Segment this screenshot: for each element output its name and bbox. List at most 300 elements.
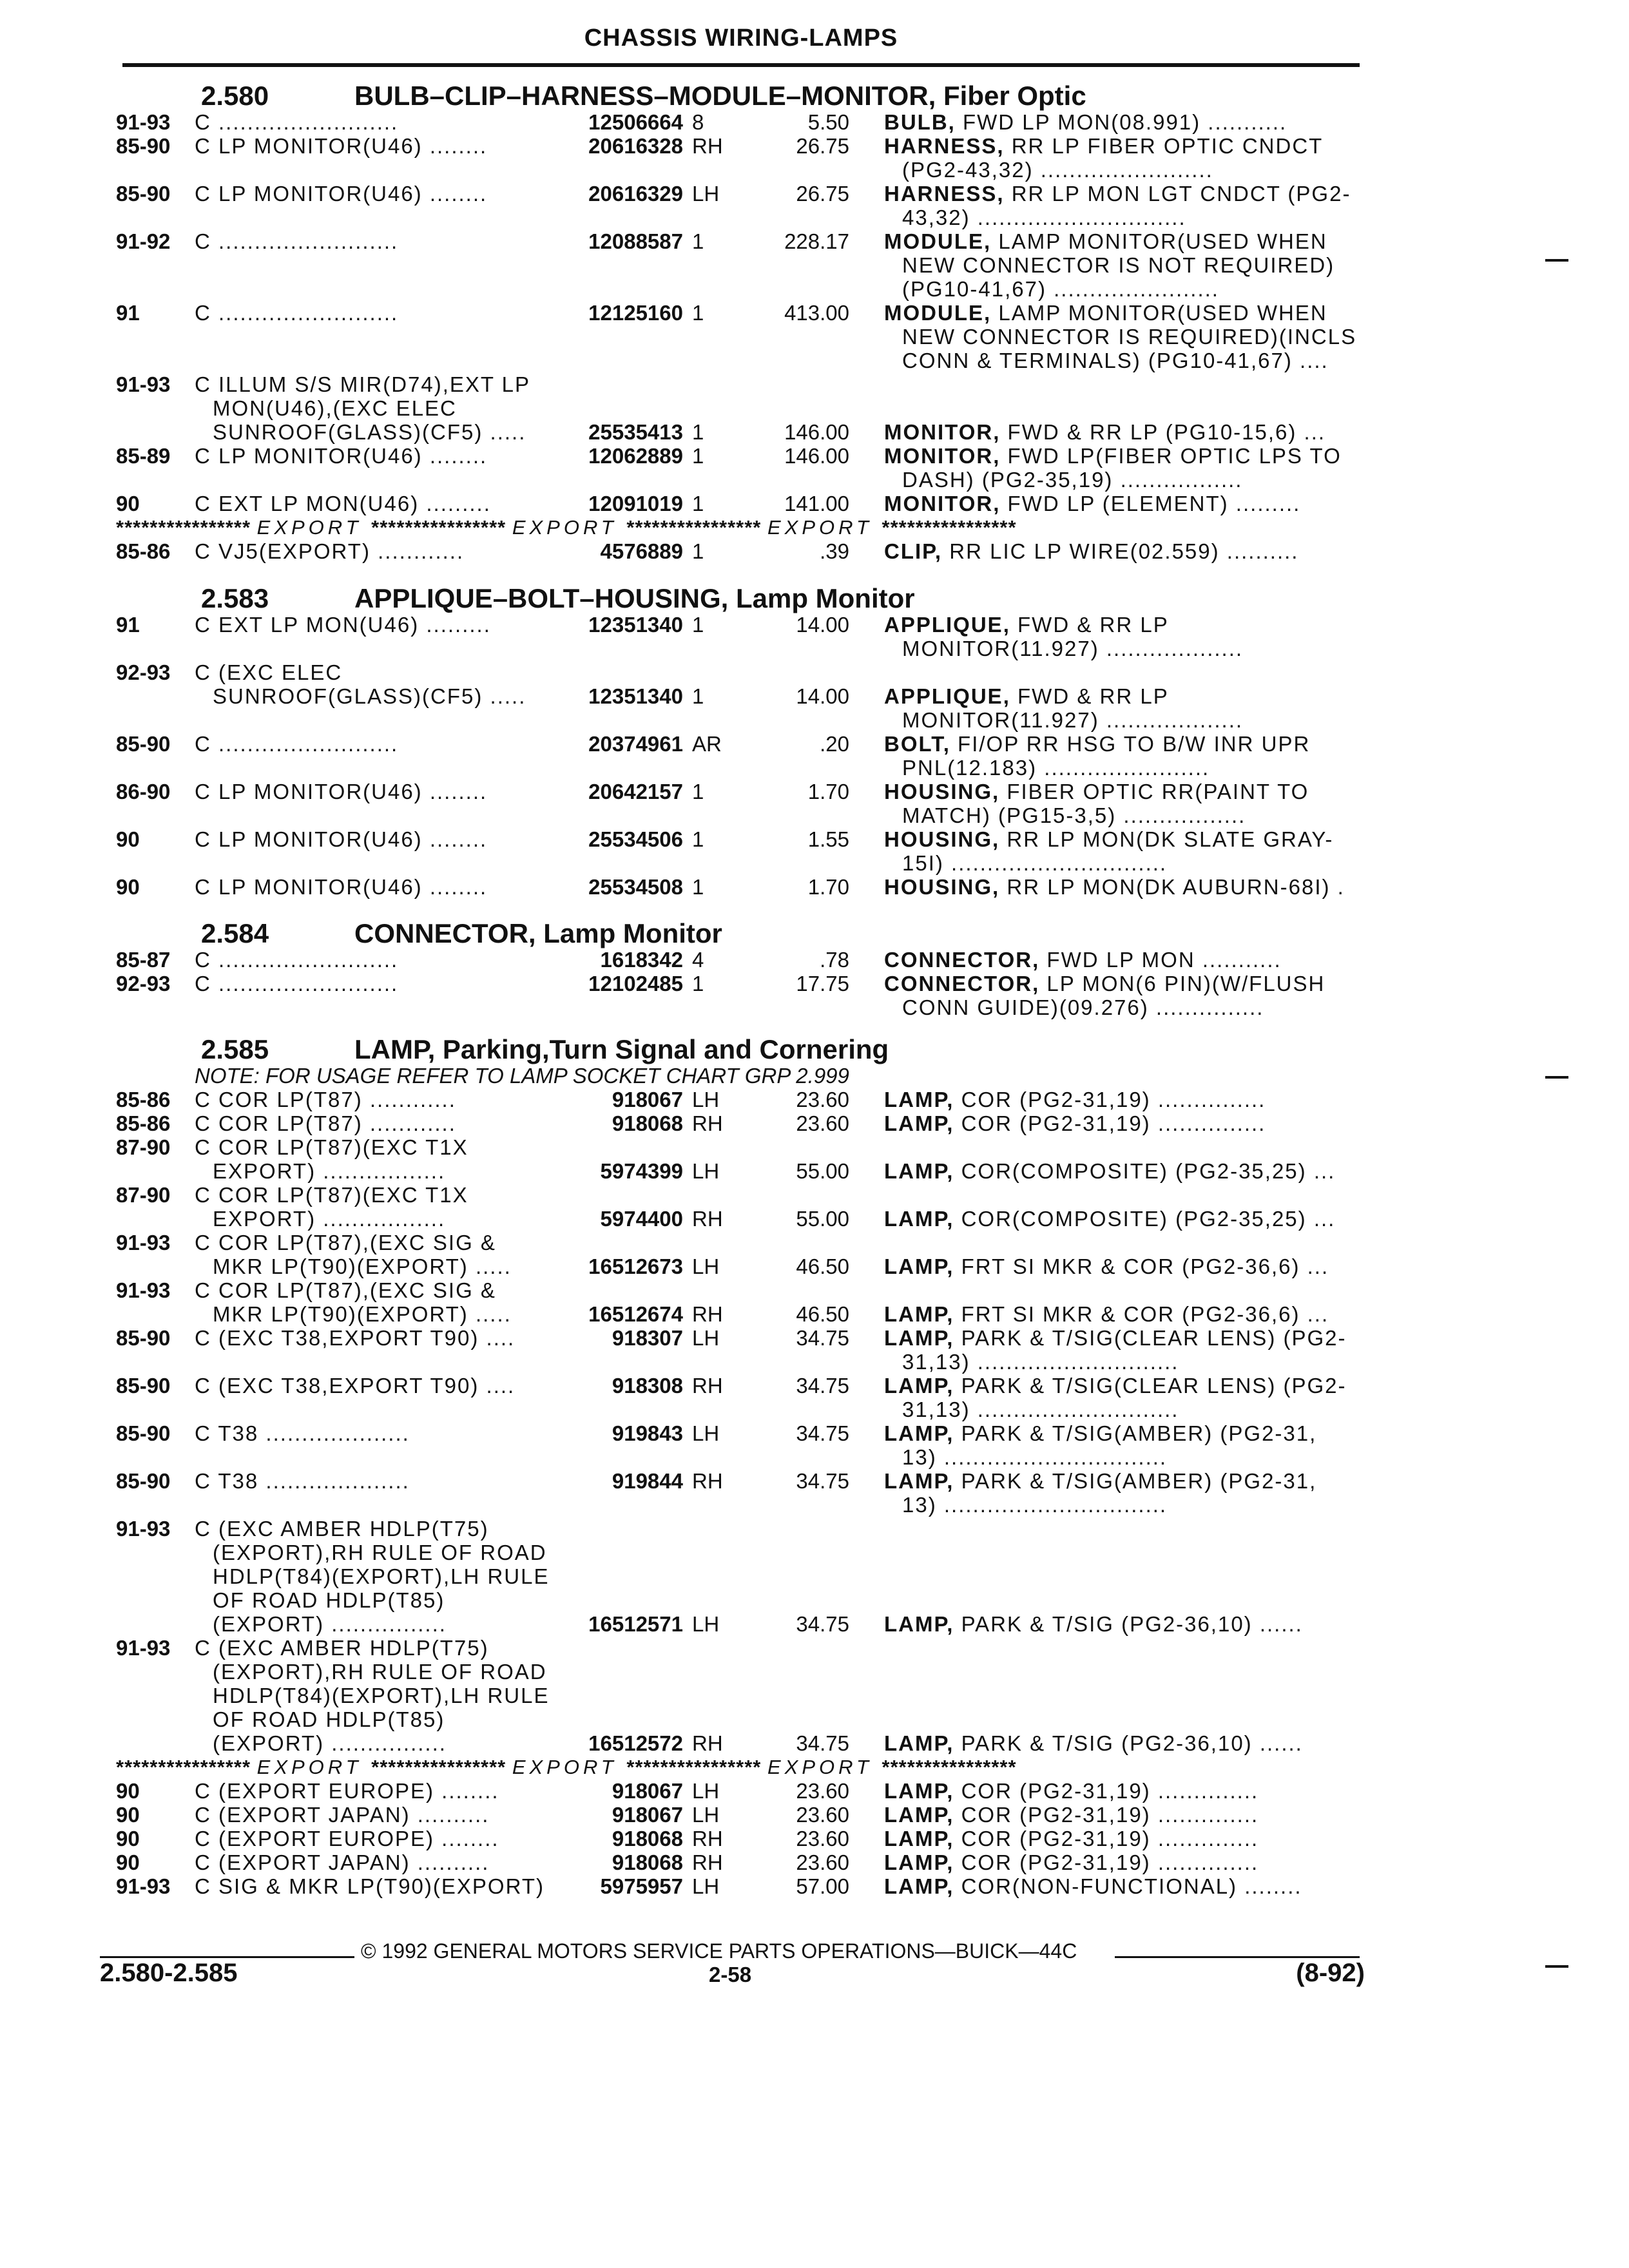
export-stars: **************** xyxy=(626,1756,767,1778)
part-number: 918068 xyxy=(612,1111,683,1135)
section-title-rest: Lamp Monitor xyxy=(535,918,722,948)
part-number: 919843 xyxy=(612,1421,683,1445)
description xyxy=(902,803,1246,827)
usage-text: C T38 .................... xyxy=(195,1421,410,1445)
model-years: 92-93 xyxy=(116,972,171,995)
usage-text: C (EXPORT JAPAN) .......... xyxy=(195,1803,490,1827)
usage-text: C COR LP(T87),(EXC SIG & xyxy=(195,1278,496,1302)
model-years: 91-93 xyxy=(116,110,171,134)
description xyxy=(884,444,1342,468)
description-keyword: CONNECTOR, xyxy=(884,948,1040,972)
export-label: EXPORT xyxy=(512,516,627,539)
description xyxy=(884,827,1333,851)
usage-text: C ......................... xyxy=(195,301,399,325)
part-number: 918067 xyxy=(612,1088,683,1111)
quantity: 4 xyxy=(692,948,704,972)
description-text: RR LP MON(DK AUBURN-68I) . xyxy=(999,875,1345,899)
quantity: RH xyxy=(692,1302,723,1326)
page-header-title: CHASSIS WIRING-LAMPS xyxy=(584,24,898,52)
parts-row xyxy=(0,1636,1629,1755)
description-keyword: CONNECTOR, xyxy=(884,972,1040,995)
quantity: 1 xyxy=(692,492,704,515)
description xyxy=(884,1302,1329,1326)
quantity: LH xyxy=(692,1874,720,1898)
part-number: 12351340 xyxy=(588,613,683,637)
description-text: COR(COMPOSITE) (PG2-35,25) ... xyxy=(954,1207,1336,1231)
section-title-bold: BULB–CLIP–HARNESS–MODULE–MONITOR, xyxy=(354,81,936,111)
description-text: PARK & T/SIG (PG2-36,10) ...... xyxy=(954,1612,1303,1636)
data-line xyxy=(0,229,1629,253)
part-number: 12062889 xyxy=(588,444,683,468)
quantity: AR xyxy=(692,732,722,756)
description xyxy=(884,1111,1266,1135)
part-number: 20616329 xyxy=(588,182,683,206)
description xyxy=(884,229,1327,253)
section-title xyxy=(354,583,915,614)
part-number: 12102485 xyxy=(588,972,683,995)
parts-row xyxy=(0,827,1629,875)
price: 23.60 xyxy=(796,1827,849,1850)
parts-row xyxy=(0,1183,1629,1231)
price: 5.50 xyxy=(807,110,849,134)
section-title-bold: LAMP, xyxy=(354,1034,436,1064)
description-text: CONN & TERMINALS) (PG10-41,67) .... xyxy=(902,349,1329,372)
usage-text: SUNROOF(GLASS)(CF5) ..... xyxy=(213,684,526,708)
usage-text: HDLP(T84)(EXPORT),LH RULE xyxy=(213,1684,550,1707)
description xyxy=(884,301,1327,325)
description-text: DASH) (PG2-35,19) ................. xyxy=(902,468,1243,492)
usage-text: SUNROOF(GLASS)(CF5) ..... xyxy=(213,420,526,444)
description-text: FWD LP MON(08.991) ........... xyxy=(955,110,1287,134)
model-years: 91 xyxy=(116,301,140,325)
description-text: 13) ............................... xyxy=(902,1445,1168,1469)
description xyxy=(884,732,1310,756)
data-line xyxy=(0,684,1629,708)
export-separator xyxy=(116,1755,1017,1779)
description xyxy=(884,1827,1258,1850)
usage-text: (EXPORT),RH RULE OF ROAD xyxy=(213,1660,547,1684)
description xyxy=(884,1326,1346,1350)
description xyxy=(884,1612,1303,1636)
description-keyword: LAMP, xyxy=(884,1302,954,1326)
usage-text: C (EXC ELEC xyxy=(195,660,343,684)
quantity: 1 xyxy=(692,539,704,563)
description xyxy=(884,1469,1316,1493)
usage-text: C COR LP(T87)(EXC T1X xyxy=(195,1183,468,1207)
parts-row xyxy=(0,1779,1629,1803)
export-label: EXPORT xyxy=(767,516,882,539)
export-stars: **************** xyxy=(882,516,1017,539)
part-number: 918067 xyxy=(612,1779,683,1803)
export-stars: **************** xyxy=(116,516,257,539)
description-keyword: LAMP, xyxy=(884,1326,954,1350)
model-years: 86-90 xyxy=(116,780,171,803)
part-number: 12125160 xyxy=(588,301,683,325)
quantity: LH xyxy=(692,1612,720,1636)
data-line xyxy=(0,1731,1629,1755)
description-keyword: LAMP, xyxy=(884,1779,954,1803)
price: 14.00 xyxy=(796,613,849,637)
usage-text: C ......................... xyxy=(195,229,399,253)
description-text: FWD LP(FIBER OPTIC LPS TO xyxy=(1000,444,1342,468)
model-years: 85-90 xyxy=(116,1374,171,1398)
description xyxy=(902,1445,1167,1469)
model-years: 87-90 xyxy=(116,1183,171,1207)
price: .39 xyxy=(820,539,849,563)
description-keyword: LAMP, xyxy=(884,1374,954,1398)
section-title xyxy=(354,918,722,949)
model-years: 85-87 xyxy=(116,948,171,972)
description-text: LAMP MONITOR(USED WHEN xyxy=(991,229,1327,253)
data-line xyxy=(0,539,1629,563)
description xyxy=(884,1088,1266,1111)
margin-mark xyxy=(1545,1076,1568,1079)
description xyxy=(902,1493,1167,1517)
section-title xyxy=(354,1034,889,1065)
usage-text: MKR LP(T90)(EXPORT) ..... xyxy=(213,1302,512,1326)
description xyxy=(884,1421,1316,1445)
model-years: 91-93 xyxy=(116,1278,171,1302)
data-line xyxy=(0,1207,1629,1231)
usage-text: C LP MONITOR(U46) ........ xyxy=(195,780,488,803)
description xyxy=(884,1254,1329,1278)
price: 23.60 xyxy=(796,1088,849,1111)
parts-row xyxy=(0,1374,1629,1421)
parts-row xyxy=(0,1278,1629,1326)
description-keyword: MONITOR, xyxy=(884,444,1001,468)
parts-row xyxy=(0,110,1629,134)
parts-row xyxy=(0,780,1629,827)
description xyxy=(902,1398,1179,1421)
description xyxy=(884,1850,1258,1874)
quantity: 1 xyxy=(692,780,704,803)
export-label: EXPORT xyxy=(767,1756,882,1778)
part-number: 4576889 xyxy=(600,539,683,563)
part-number: 12506664 xyxy=(588,110,683,134)
description-text: RR LP FIBER OPTIC CNDCT xyxy=(1004,134,1324,158)
quantity: 8 xyxy=(692,110,704,134)
quantity: LH xyxy=(692,1159,720,1183)
data-line xyxy=(0,1469,1629,1493)
description xyxy=(902,158,1213,182)
description-keyword: LAMP, xyxy=(884,1803,954,1827)
parts-row xyxy=(0,1111,1629,1135)
part-number: 20616328 xyxy=(588,134,683,158)
parts-row xyxy=(0,229,1629,301)
quantity: 1 xyxy=(692,229,704,253)
price: 413.00 xyxy=(784,301,849,325)
description-text: COR (PG2-31,19) .............. xyxy=(954,1803,1259,1827)
description xyxy=(902,325,1356,349)
description xyxy=(884,182,1351,206)
data-line xyxy=(0,134,1629,158)
part-number: 12091019 xyxy=(588,492,683,515)
data-line xyxy=(0,1803,1629,1827)
description-text: COR (PG2-31,19) ............... xyxy=(954,1088,1266,1111)
parts-row xyxy=(0,372,1629,444)
description-text: PARK & T/SIG(AMBER) (PG2-31, xyxy=(954,1421,1317,1445)
export-stars: **************** xyxy=(116,1756,257,1778)
export-label: EXPORT xyxy=(256,516,372,539)
description xyxy=(884,948,1282,972)
description xyxy=(902,995,1264,1019)
usage-text: (EXPORT),RH RULE OF ROAD xyxy=(213,1541,547,1564)
description xyxy=(884,875,1345,899)
model-years: 91-92 xyxy=(116,229,171,253)
description-text: FWD & RR LP (PG10-15,6) ... xyxy=(1000,420,1326,444)
description xyxy=(902,1350,1179,1374)
data-line xyxy=(0,1827,1629,1850)
description-keyword: LAMP, xyxy=(884,1850,954,1874)
section-title-rest: Fiber Optic xyxy=(936,81,1086,111)
description xyxy=(884,613,1169,637)
quantity: 1 xyxy=(692,972,704,995)
part-number: 919844 xyxy=(612,1469,683,1493)
parts-row xyxy=(0,1827,1629,1850)
description-text: PNL(12.183) ....................... xyxy=(902,756,1210,780)
usage-text: C LP MONITOR(U46) ........ xyxy=(195,182,488,206)
description-keyword: MODULE, xyxy=(884,301,992,325)
description-keyword: LAMP, xyxy=(884,1469,954,1493)
description-text: 31,13) ............................ xyxy=(902,1398,1179,1421)
usage-text: C LP MONITOR(U46) ........ xyxy=(195,444,488,468)
part-number: 918068 xyxy=(612,1850,683,1874)
quantity: LH xyxy=(692,1803,720,1827)
part-number: 16512572 xyxy=(588,1731,683,1755)
description-text: FIBER OPTIC RR(PAINT TO xyxy=(999,780,1309,803)
description-keyword: MONITOR, xyxy=(884,420,1001,444)
price: .78 xyxy=(820,948,849,972)
part-number: 918307 xyxy=(612,1326,683,1350)
description-keyword: LAMP, xyxy=(884,1159,954,1183)
data-line xyxy=(0,1326,1629,1350)
usage-text: (EXPORT) ................ xyxy=(213,1612,447,1636)
data-line xyxy=(0,827,1629,851)
data-line xyxy=(0,1159,1629,1183)
export-stars: **************** xyxy=(371,1756,512,1778)
model-years: 85-90 xyxy=(116,1326,171,1350)
usage-text: C COR LP(T87),(EXC SIG & xyxy=(195,1231,496,1254)
model-years: 91 xyxy=(116,613,140,637)
description xyxy=(884,1803,1258,1827)
description xyxy=(884,1731,1303,1755)
price: 46.50 xyxy=(796,1302,849,1326)
description-text: NEW CONNECTOR IS REQUIRED)(INCLS xyxy=(902,325,1357,349)
usage-text: C T38 .................... xyxy=(195,1469,410,1493)
part-number: 918067 xyxy=(612,1803,683,1827)
section-title-bold: CONNECTOR, xyxy=(354,918,536,948)
parts-row xyxy=(0,972,1629,1019)
data-line xyxy=(0,613,1629,637)
description-text: RR LP MON(DK SLATE GRAY- xyxy=(999,827,1334,851)
usage-text: HDLP(T84)(EXPORT),LH RULE xyxy=(213,1564,550,1588)
description-keyword: HOUSING, xyxy=(884,780,1000,803)
model-years: 85-90 xyxy=(116,732,171,756)
model-years: 90 xyxy=(116,492,140,515)
description xyxy=(884,972,1325,995)
price: 34.75 xyxy=(796,1421,849,1445)
description-keyword: APPLIQUE, xyxy=(884,613,1010,637)
price: 34.75 xyxy=(796,1326,849,1350)
model-years: 90 xyxy=(116,827,140,851)
data-line xyxy=(0,420,1629,444)
parts-row xyxy=(0,1088,1629,1111)
parts-row xyxy=(0,1135,1629,1183)
parts-row xyxy=(0,1421,1629,1469)
quantity: RH xyxy=(692,1374,723,1398)
header-rule xyxy=(122,63,1360,67)
footer-rule-right xyxy=(1115,1956,1360,1958)
description-keyword: BOLT, xyxy=(884,732,950,756)
quantity: LH xyxy=(692,1326,720,1350)
footer-page-number: 2-58 xyxy=(709,1963,752,1986)
price: 46.50 xyxy=(796,1254,849,1278)
description xyxy=(902,708,1243,732)
description-text: (PG10-41,67) ....................... xyxy=(902,277,1219,301)
description-keyword: MODULE, xyxy=(884,229,992,253)
data-line xyxy=(0,1254,1629,1278)
description-text: FWD & RR LP xyxy=(1010,684,1169,708)
quantity: RH xyxy=(692,1731,723,1755)
model-years: 85-90 xyxy=(116,182,171,206)
part-number: 20642157 xyxy=(588,780,683,803)
description-keyword: LAMP, xyxy=(884,1421,954,1445)
price: 55.00 xyxy=(796,1159,849,1183)
usage-text: OF ROAD HDLP(T85) xyxy=(213,1588,445,1612)
description-keyword: LAMP, xyxy=(884,1088,954,1111)
quantity: LH xyxy=(692,182,720,206)
price: 1.55 xyxy=(807,827,849,851)
description-text: LAMP MONITOR(USED WHEN xyxy=(991,301,1327,325)
section-title-bold: APPLIQUE–BOLT–HOUSING, xyxy=(354,583,729,613)
usage-text: C (EXPORT JAPAN) .......... xyxy=(195,1850,490,1874)
usage-text: C (EXC T38,EXPORT T90) .... xyxy=(195,1326,516,1350)
model-years: 85-86 xyxy=(116,1111,171,1135)
data-line xyxy=(0,1874,1629,1898)
usage-text: (EXPORT) ................ xyxy=(213,1731,447,1755)
model-years: 85-90 xyxy=(116,1469,171,1493)
quantity: 1 xyxy=(692,444,704,468)
usage-text: C EXT LP MON(U46) ......... xyxy=(195,613,491,637)
quantity: RH xyxy=(692,1111,723,1135)
model-years: 85-89 xyxy=(116,444,171,468)
data-line xyxy=(0,492,1629,515)
description-text: FRT SI MKR & COR (PG2-36,6) ... xyxy=(954,1302,1329,1326)
description-text: COR (PG2-31,19) ............... xyxy=(954,1111,1266,1135)
part-number: 16512674 xyxy=(588,1302,683,1326)
description-keyword: HARNESS, xyxy=(884,182,1005,206)
description-text: FRT SI MKR & COR (PG2-36,6) ... xyxy=(954,1254,1329,1278)
usage-text: C ......................... xyxy=(195,948,399,972)
usage-text: C (EXC T38,EXPORT T90) .... xyxy=(195,1374,516,1398)
export-label: EXPORT xyxy=(512,1756,627,1778)
description-keyword: MONITOR, xyxy=(884,492,1001,515)
quantity: RH xyxy=(692,1827,723,1850)
parts-row xyxy=(0,1803,1629,1827)
export-label: EXPORT xyxy=(256,1756,372,1778)
description-keyword: BULB, xyxy=(884,110,956,134)
price: 34.75 xyxy=(796,1731,849,1755)
part-number: 16512673 xyxy=(588,1254,683,1278)
model-years: 91-93 xyxy=(116,1636,171,1660)
price: 14.00 xyxy=(796,684,849,708)
section-number: 2.585 xyxy=(201,1034,269,1064)
usage-text: C LP MONITOR(U46) ........ xyxy=(195,134,488,158)
section-title-rest: Lamp Monitor xyxy=(728,583,915,613)
description xyxy=(902,277,1219,301)
parts-row xyxy=(0,1469,1629,1517)
quantity: RH xyxy=(692,134,723,158)
description-text: FWD & RR LP xyxy=(1010,613,1169,637)
part-number: 25534506 xyxy=(588,827,683,851)
price: 141.00 xyxy=(784,492,849,515)
model-years: 91-93 xyxy=(116,372,171,396)
quantity: RH xyxy=(692,1207,723,1231)
description-text: PARK & T/SIG(CLEAR LENS) (PG2- xyxy=(954,1326,1347,1350)
usage-text: C (EXC AMBER HDLP(T75) xyxy=(195,1517,489,1541)
model-years: 91-93 xyxy=(116,1517,171,1541)
description-keyword: LAMP, xyxy=(884,1731,954,1755)
parts-row xyxy=(0,875,1629,899)
description-text: COR(NON-FUNCTIONAL) ........ xyxy=(954,1874,1302,1898)
usage-text: EXPORT) ................. xyxy=(213,1159,446,1183)
description-keyword: APPLIQUE, xyxy=(884,684,1010,708)
usage-text: C (EXPORT EUROPE) ........ xyxy=(195,1827,499,1850)
data-line xyxy=(0,780,1629,803)
section-number: 2.580 xyxy=(201,81,269,111)
description-keyword: LAMP, xyxy=(884,1827,954,1850)
description-text: MATCH) (PG15-3,5) ................. xyxy=(902,803,1246,827)
parts-row xyxy=(0,301,1629,372)
price: 34.75 xyxy=(796,1612,849,1636)
description xyxy=(884,1159,1335,1183)
section-number: 2.584 xyxy=(201,918,269,948)
usage-text: C COR LP(T87) ............ xyxy=(195,1111,456,1135)
description-text: (PG2-43,32) ........................ xyxy=(902,158,1213,182)
parts-row xyxy=(0,1517,1629,1636)
description-keyword: HOUSING, xyxy=(884,827,1000,851)
description xyxy=(884,1779,1258,1803)
description-text: 31,13) ............................ xyxy=(902,1350,1179,1374)
section-note: NOTE: FOR USAGE REFER TO LAMP SOCKET CHART GRP 2.999 xyxy=(195,1064,849,1088)
usage-text: EXPORT) ................. xyxy=(213,1207,446,1231)
model-years: 85-90 xyxy=(116,134,171,158)
data-line xyxy=(0,1612,1629,1636)
parts-row xyxy=(0,948,1629,972)
footer-section-range: 2.580-2.585 xyxy=(100,1959,238,1987)
parts-row xyxy=(0,613,1629,660)
section-title xyxy=(354,81,1086,111)
description-text: RR LP MON LGT CNDCT (PG2- xyxy=(1004,182,1351,206)
price: 17.75 xyxy=(796,972,849,995)
description xyxy=(884,1374,1346,1398)
footer-copyright: © 1992 GENERAL MOTORS SERVICE PARTS OPERATIONS—BUICK—44C xyxy=(361,1939,1077,1963)
description-keyword: LAMP, xyxy=(884,1612,954,1636)
description-keyword: LAMP, xyxy=(884,1111,954,1135)
data-line xyxy=(0,948,1629,972)
usage-text: C ......................... xyxy=(195,972,399,995)
data-line xyxy=(0,1302,1629,1326)
description-text: COR (PG2-31,19) .............. xyxy=(954,1779,1259,1803)
model-years: 87-90 xyxy=(116,1135,171,1159)
part-number: 12088587 xyxy=(588,229,683,253)
description-text: MONITOR(11.927) ................... xyxy=(902,637,1244,660)
parts-row xyxy=(0,539,1629,563)
part-number: 918308 xyxy=(612,1374,683,1398)
parts-row xyxy=(0,492,1629,515)
usage-text: OF ROAD HDLP(T85) xyxy=(213,1707,445,1731)
price: 34.75 xyxy=(796,1374,849,1398)
